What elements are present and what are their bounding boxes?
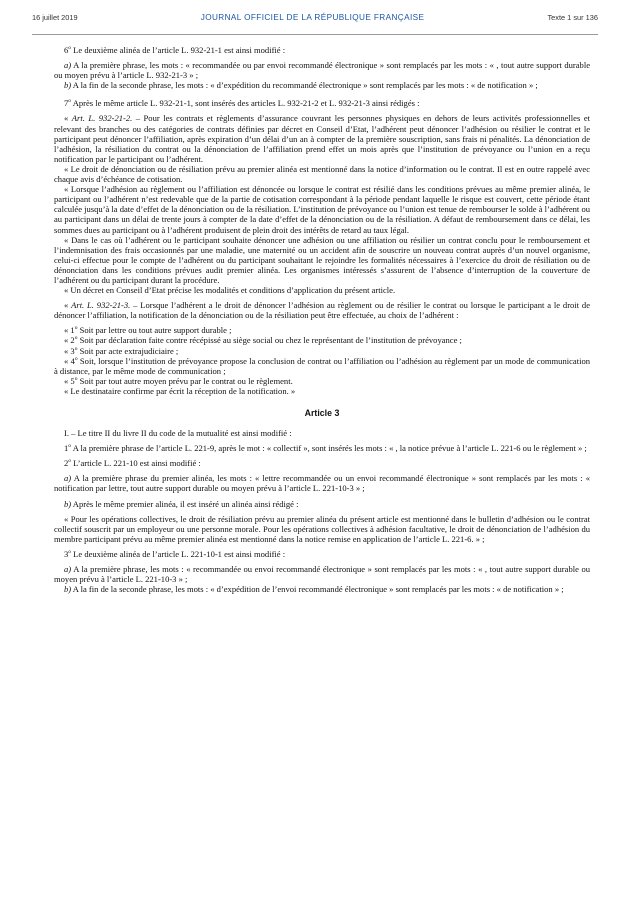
header-journal-title: JOURNAL OFFICIEL DE LA RÉPUBLIQUE FRANÇAISE [200, 12, 425, 22]
paragraph: a) A la première phrase du premier alinéa, les mots : « lettre recommandée ou un envoi recommandé électronique » sont remplacés par les mots : « notification par lettre, tout autre support durable ou moyen prévu à l’article L. 221-10-3 » ; [54, 473, 590, 494]
paragraph: « Art. L. 932-21-3. – Lorsque l’adhérent a le droit de dénoncer l’adhésion au règlement ou de résilier le contrat ou lorsque le participant a le droit de dénoncer l’affiliation, la notification de la dénonciation ou de la résiliation peut être effectuée, au choix de l’adhérent : [54, 300, 590, 321]
paragraph: « Un décret en Conseil d’Etat précise les modalités et conditions d’application du présent article. [64, 285, 396, 296]
paragraph: 1$^o$ A la première phrase de l’article L. 221-9, après le mot : « collectif », sont insérés les mots : « , la notice prévue à l’article L. 221-6 ou le règlement » ; [64, 443, 587, 454]
paragraph: « 5$^o$ Soit par tout autre moyen prévu par le contrat ou le règlement. [64, 375, 293, 386]
paragraph: 3$^o$ Le deuxième alinéa de l’article L. 221-10-1 est ainsi modifié : [64, 548, 286, 559]
paragraph: « Le droit de dénonciation ou de résiliation prévu au premier alinéa est mentionné dans la notice d’information ou le contrat. Il est en outre rappelé avec chaque avis d’échéance de cotisation. [54, 163, 590, 185]
paragraph: 2$^o$ L’article L. 221-10 est ainsi modifié : [64, 458, 201, 469]
header-page-count: Texte 1 sur 136 [547, 12, 598, 22]
paragraph: « Art. L. 932-21-2. – Pour les contrats et règlements d’assurance couvrant les personnes physiques en dehors de leurs activités professionnelles et relevant des branches ou des catégories de contrats définies par décret en Conseil d’Etat, l’adhérent peut dénoncer l’adhésion ou résilier le contrat et le participant peut dénoncer l’affiliation, après expiration d’un délai d’un an à compter de la première souscription, sans frais ni pénalités. La dénonciation de l’adhésion, la résiliation du contrat ou la dénonciation de l’affiliation prend effet un mois après que l’institution de prévoyance ou l’union en a reçu notification par le participant ou l’adhérent. [54, 113, 590, 164]
paragraph: a) A la première phrase, les mots : « recommandée ou envoi recommandé électronique » sont remplacés par les mots : « , tout autre support durable ou moyen prévu à l’article L. 221-10-3 » ; [54, 564, 590, 585]
paragraph: « Dans le cas où l’adhérent ou le participant souhaite dénoncer une adhésion ou une affiliation ou résilier un contrat conclu pour le remboursement et l’indemnisation des frais occasionnés par une maladie, une maternité ou un accident afin de souscrire un nouveau contrat auprès d’un nouvel organisme, celui-ci effectue pour le compte de l’adhérent ou du participant souhaitant le rejoindre les formalités nécessaires à l’exercice du droit de résiliation ou de dénonciation dans les conditions prévues audit premier alinéa. Les organismes intéressés s’assurent de l’absence d’interruption de la couverture de l’adhérent ou du participant durant la procédure. [54, 234, 590, 285]
paragraph: « Pour les opérations collectives, le droit de résiliation prévu au premier alinéa du présent article est mentionné dans le bulletin d’adhésion ou le contrat collectif souscrit par un employeur ou une personne morale. Pour les opérations collectives à adhésion facultative, le droit de dénonciation de l’adhésion du membre participant prévu au même premier alinéa est mentionné dans la notice remise en application de l’article L. 221-6. » ; [54, 513, 590, 544]
page-header [32, 0, 598, 35]
paragraph: « 3$^o$ Soit par acte extrajudiciaire ; [64, 345, 179, 356]
paragraph: b) Après le même premier alinéa, il est inséré un alinéa ainsi rédigé : [64, 498, 299, 509]
paragraph: « 1$^o$ Soit par lettre ou tout autre support durable ; [64, 325, 232, 336]
header-date: 16 juillet 2019 [32, 12, 78, 22]
paragraph: a) A la première phrase, les mots : « recommandée ou par envoi recommandé électronique » sont remplacés par les mots : « , tout autre support durable ou moyen prévu à l’article L. 932-21-3 » ; [54, 60, 590, 81]
paragraph: « Le destinataire confirme par écrit la réception de la notification. » [64, 385, 296, 396]
paragraph: « 2$^o$ Soit par déclaration faite contre récépissé au siège social ou chez le représentant de l’institution de prévoyance ; [64, 335, 462, 346]
paragraph: b) A la fin de la seconde phrase, les mots : « d’expédition de l’envoi recommandé électronique » sont remplacés par les mots : « de notification » ; [64, 584, 564, 595]
paragraph: 6$^o$ Le deuxième alinéa de l’article L. 932-21-1 est ainsi modifié : [64, 45, 286, 55]
paragraph: I. – Le titre II du livre II du code de la mutualité est ainsi modifié : [64, 428, 292, 439]
paragraph: « 4$^o$ Soit, lorsque l’institution de prévoyance propose la conclusion de contrat ou l’affiliation ou l’adhésion au règlement par un mode de communication à distance, par le même mode de communication ; [54, 355, 590, 376]
paragraph: « Lorsque l’adhésion au règlement ou l’affiliation est dénoncée ou lorsque le contrat est résilié dans les conditions prévues au même premier alinéa, le participant ou l’adhérent n’est redevable que de la partie de cotisation correspondant à la période pendant laquelle le risque est couvert, cette période étant calculée jusqu’à la date d’effet de la dénonciation ou de la résiliation. L’institution de prévoyance ou l’union est tenue de rembourser le solde à l’adhérent ou au participant dans un délai de trente jours à compter de la date d’effet de la dénonciation ou de la résiliation. A défaut de remboursement dans ce délai, les sommes dues au participant ou à l’adhérent produisent de plein droit des intérêts de retard au taux légal. [54, 184, 590, 235]
document-body [54, 35, 590, 594]
paragraph: b) A la fin de la seconde phrase, les mots : « d’expédition du recommandé électronique » sont remplacés par les mots : « de notification » ; [64, 80, 538, 91]
article-heading: Article 3 [304, 408, 340, 418]
paragraph: 7$^o$ Après le même article L. 932-21-1, sont insérés des articles L. 932-21-2 et L. 932-21-3 ainsi rédigés : [64, 98, 420, 109]
